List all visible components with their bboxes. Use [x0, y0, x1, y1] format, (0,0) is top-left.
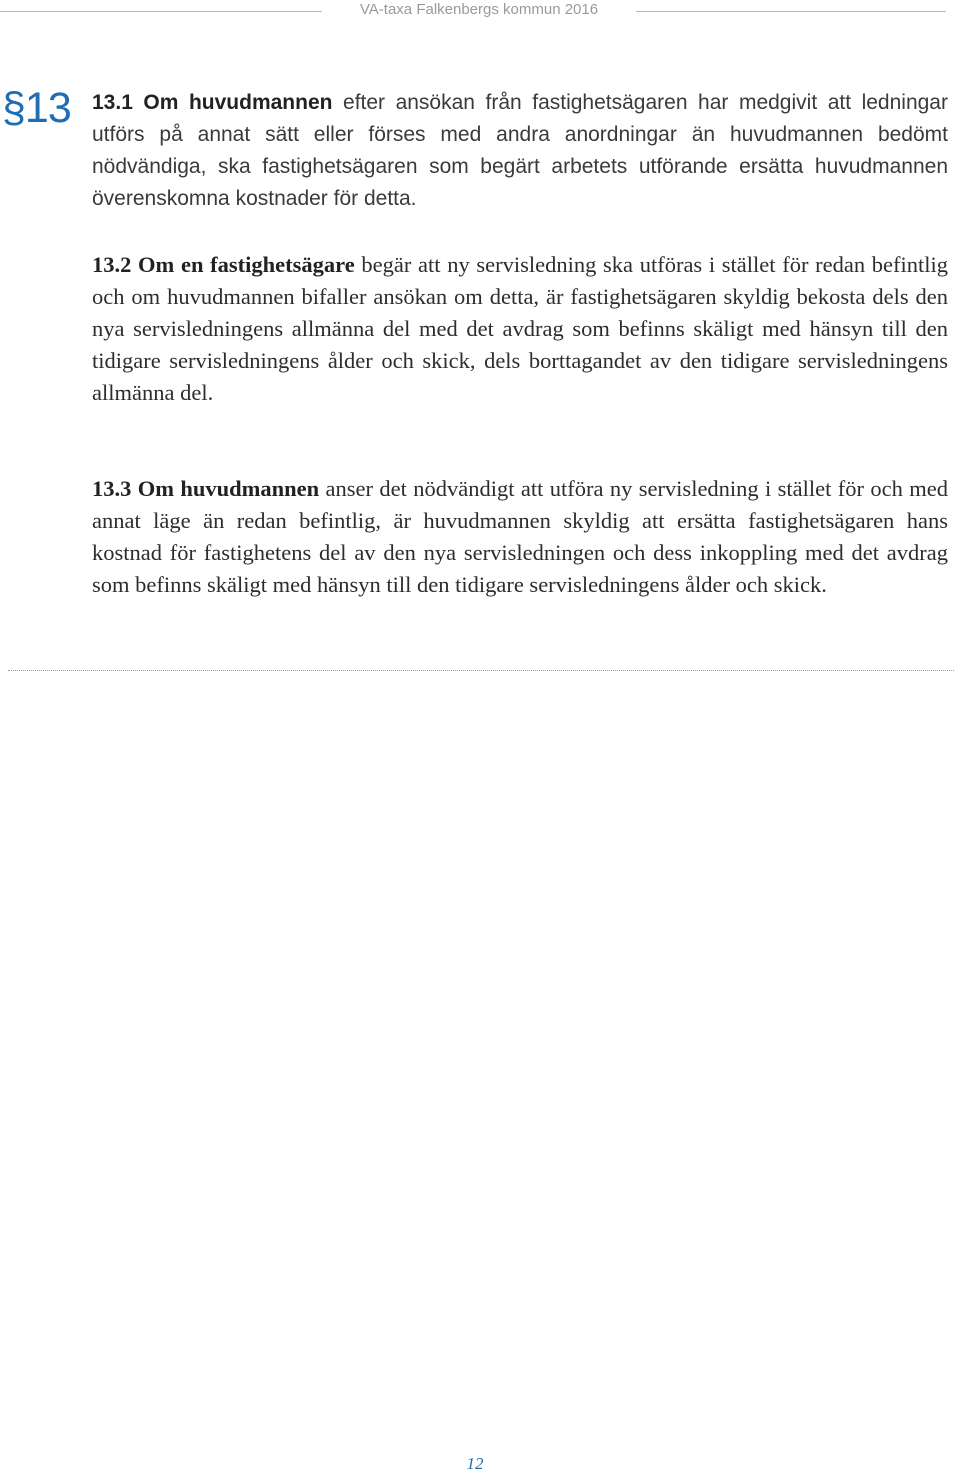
paragraph-lead: 13.3 Om huvudmannen — [92, 476, 320, 501]
section-number: §13 — [2, 84, 71, 132]
header-rule-left — [0, 11, 322, 12]
paragraph-13-3 — [92, 473, 948, 601]
header-rule-right — [636, 11, 946, 12]
paragraph-13-1 — [92, 87, 948, 215]
paragraph-13-2 — [92, 249, 948, 409]
paragraph-lead: 13.1 Om huvudmannen — [92, 91, 333, 114]
paragraph-text: begär att ny servisledning ska utföras i stället för redan befintlig och om huvudmannen bifaller ansökan om detta, är fastighetsägaren skyldig bekosta dels den nya servisledningens allmänna del med det avdrag som befinns skäligt med hänsyn till den tidigare servisledningens ålder och skick, dels borttagandet av den tidigare servisledningens allmänna del. — [92, 252, 948, 405]
paragraph-lead: 13.2 Om en fastighetsägare — [92, 252, 355, 277]
paragraph-text: anser det nödvändigt att utföra ny servisledning i stället för och med annat läge än redan befintlig, är huvudmannen skyldig att ersätta fastighetsägaren hans kostnad för fastighetens del av den nya servisledningen och dess inkoppling med det avdrag som befinns skäligt med hänsyn till den tidigare servisledningens ålder och skick. — [92, 476, 948, 597]
document-header-title: VA-taxa Falkenbergs kommun 2016 — [359, 1, 599, 18]
section-divider — [8, 670, 954, 671]
page-number: 12 — [466, 1454, 484, 1473]
paragraph-text: efter ansökan från fastighetsägaren har medgivit att ledningar utförs på annat sätt eller förses med andra anordningar än huvudmannen bedömt nödvändiga, ska fastighetsägaren som begärt arbetets utförande ersätta huvudmannen överenskomna kostnader för detta. — [92, 91, 948, 210]
